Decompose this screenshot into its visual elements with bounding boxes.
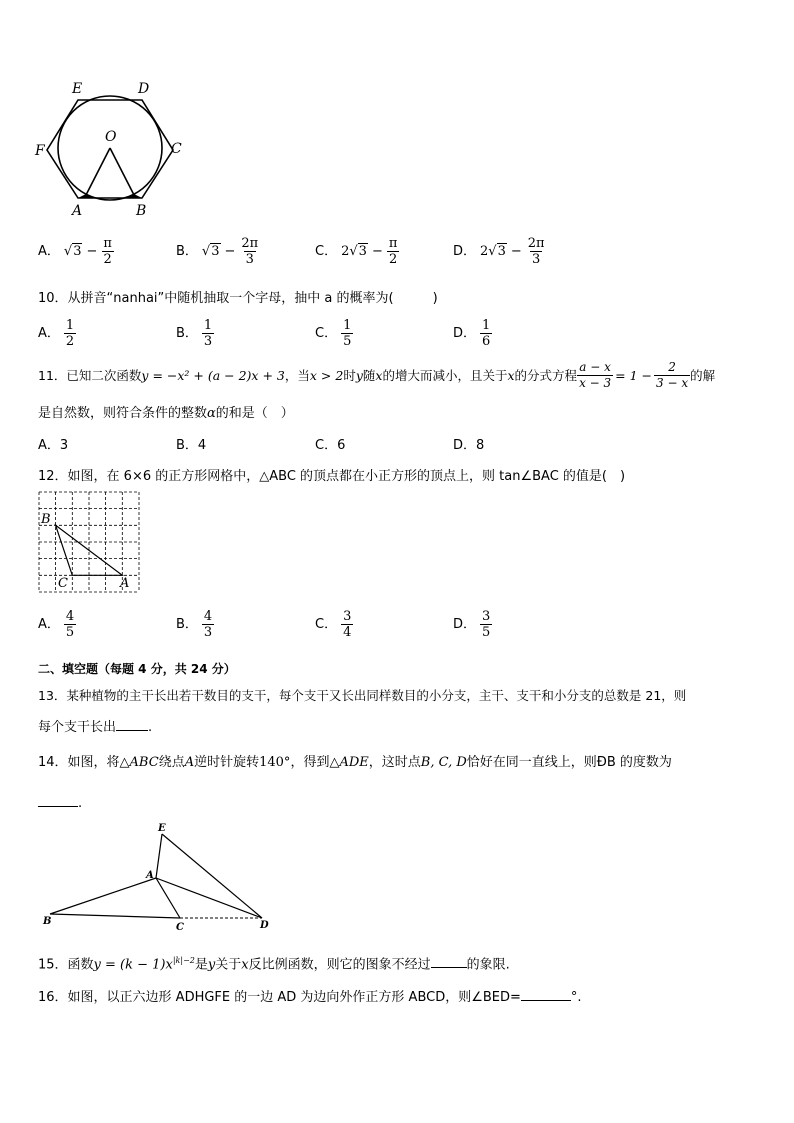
q10-stem: 10．从拼音“nanhai”中随机抽取一个字母，抽中 a 的概率为( ) [38,291,438,306]
two-sqrt-3: 2√3 [341,243,367,259]
q10-option-c[interactable]: C． $\frac{1}{5}$ [315,318,352,349]
q10-option-b[interactable]: B． $\frac{1}{3}$ [176,318,213,349]
q12-option-a[interactable]: A． $\frac{4}{5}$ [38,609,75,640]
label-A: A [146,870,154,881]
label-B: B [136,203,147,219]
hexagon-circle-figure [30,75,190,225]
label-A: A [120,576,130,591]
fraction: $\frac{2\pi}{3}$ [241,236,259,267]
label-D: D [260,920,269,931]
shaded-region-left [78,194,96,198]
q14-answer: . [38,794,82,813]
answer-blank[interactable] [38,794,78,807]
q11-option-c[interactable]: C．6 [315,438,346,453]
q13-line2: 每个支干长出 . [38,720,153,735]
label-F: F [35,143,45,159]
q11-option-d[interactable]: D．8 [453,438,485,453]
label-C: C [171,141,182,157]
answer-blank[interactable] [116,718,148,731]
sqrt-3: √3 [201,243,220,259]
label-E: E [158,823,166,834]
q9-option-a[interactable]: A． √3 − $\frac{\pi}{2}$ [38,236,112,267]
fraction: $\frac{2\pi}{3}$ [527,236,545,267]
grid-triangle-figure [38,491,140,593]
answer-blank[interactable] [431,955,467,968]
q11-option-a[interactable]: A．3 [38,438,69,453]
sqrt-3: √3 [63,243,82,259]
q11-stem-line2: 是自然数，则符合条件的整数α的和是（ ） [38,406,294,421]
answer-blank[interactable] [521,988,571,1001]
label-C: C [176,922,184,932]
q10-option-d[interactable]: D． $\frac{1}{6}$ [453,318,491,349]
two-sqrt-3: 2√3 [480,243,506,259]
label-A: A [72,203,83,219]
q12-option-d[interactable]: D． $\frac{3}{5}$ [453,609,491,640]
label-D: D [138,81,150,97]
shaded-region-right [124,194,142,198]
label-B: B [41,512,51,527]
q9-option-d[interactable]: D． 2√3 − $\frac{2\pi}{3}$ [453,236,545,267]
q10-option-a[interactable]: A． $\frac{1}{2}$ [38,318,75,349]
q13-line1: 13．某种植物的主干长出若干数目的支干，每个支干又长出同样数目的小分支，主干、支干和小分支的总数是 21，则 [38,688,687,703]
label-E: E [72,81,83,97]
section-title-fill-in: 二、填空题（每题 4 分，共 24 分） [38,662,236,676]
rotation-triangle-figure [38,820,278,932]
q9-option-b[interactable]: B． √3 − $\frac{2\pi}{3}$ [176,236,259,267]
q15-stem: 15．函数$y = (k - 1)x^{|k|-2}$是y关于x反比例函数，则它的图象不经过 的象限. [38,956,510,973]
label-B: B [43,916,52,927]
q11-stem-line1: 11．已知二次函数 y = −x² + (a − 2)x + 3 ，当 x > 2 时 y 随 x 的增大而减小，且关于 x 的分式方程 $\frac{a - x}{x - 3}$ = 1 − $\frac{2}{3 - x}$ 的解 [38,360,716,390]
q12-stem: 12．如图，在 6×6 的正方形网格中，△ABC 的顶点都在小正方形的顶点上，则 tan∠BAC 的值是( ) [38,469,626,484]
label-C: C [58,576,68,591]
q14-stem: 14．如图，将△ABC绕点A逆时针旋转140°，得到△ADE，这时点B, C, D恰好在同一直线上，则ÐB 的度数为 [38,755,672,770]
fraction: $\frac{\pi}{2}$ [103,236,112,267]
q12-option-c[interactable]: C． $\frac{3}{4}$ [315,609,352,640]
q9-option-c[interactable]: C． 2√3 − $\frac{\pi}{2}$ [315,236,398,267]
label-O: O [105,129,117,145]
fraction: $\frac{\pi}{2}$ [388,236,398,267]
q12-option-b[interactable]: B． $\frac{4}{3}$ [176,609,213,640]
q11-option-b[interactable]: B．4 [176,438,207,453]
q16-stem: 16．如图，以正六边形 ADHGFE 的一边 AD 为边向外作正方形 ABCD，则∠BED= °. [38,990,582,1005]
